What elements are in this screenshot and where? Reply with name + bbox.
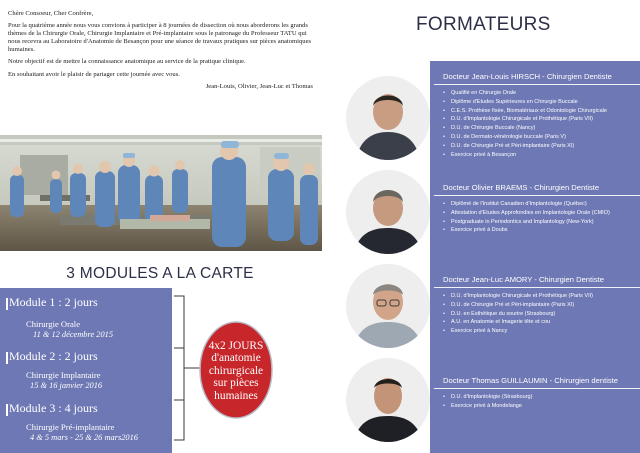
- badge-line-4: sur pièces: [213, 377, 259, 390]
- trainer-4-portrait: [346, 358, 430, 442]
- trainer-4-name: Docteur Thomas GUILLAUMIN - Chirurgien dentiste: [443, 376, 619, 385]
- trainer-2-name: Docteur Olivier BRAEMS - Chirurgien Dentiste: [443, 183, 600, 192]
- formateurs-title: FORMATEURS: [416, 14, 551, 35]
- badge-line-2: d'anatomie: [211, 352, 261, 365]
- qualification-item: • D.U. d'Implantologie (Strasbourg): [443, 393, 637, 402]
- badge-line-1: 4x2 JOURS: [208, 340, 264, 352]
- badge-line-5: humaines: [214, 389, 258, 402]
- trainer-1-name: Docteur Jean-Louis HIRSCH - Chirurgien Dentiste: [443, 72, 612, 81]
- module-bracket: [172, 290, 202, 452]
- badge-text: [199, 340, 273, 402]
- module-accent-bar: [6, 352, 8, 364]
- qualification-item: • D.U. de Dermato-vénérologie buccale (Paris V): [443, 133, 637, 142]
- anatomy-badge: [199, 320, 273, 420]
- qualification-item: • D.U. en Esthétique du sourire (Strasbourg): [443, 310, 637, 319]
- trainer-2-portrait: [346, 170, 430, 254]
- letter-paragraph-2: Notre objectif est de mettre la connaissance anatomique au service de la pratique clinique.: [8, 58, 246, 66]
- trainer-1-qualifications: [443, 89, 637, 159]
- module-3-subject: Chirurgie Pré-implantaire: [26, 422, 115, 432]
- letter-paragraph-1: Pour la quatrième année nous vous convions à participer à 8 journées de dissection où nous aborderons les grands thèmes de la Chirurgie Orale, Chirurgie Implantaire et Pré-implantaire sous le patronage du Professeur TATU qui nous recevra au Laboratoire d'Anatomie de Besançon pour une séance de travaux pratiques sur pièces anatomiques humaines.: [8, 22, 312, 54]
- module-accent-bar: [6, 298, 8, 310]
- badge-line-3: chirurgicale: [208, 364, 264, 377]
- trainer-3-divider: [434, 287, 640, 288]
- qualification-item: • Qualifié en Chirurgie Orale: [443, 89, 637, 98]
- qualification-item: • D.U. de Chirurgie Pré et Péri-implantaire (Paris XI): [443, 301, 637, 310]
- module-1-dates: 11 & 12 décembre 2015: [33, 330, 114, 339]
- letter-greeting: Chère Consoeur, Cher Confrère,: [8, 10, 94, 17]
- qualification-item: • D.U. d'Implantologie Chirurgicale et Prothétique (Paris VII): [443, 292, 637, 301]
- trainer-2-qualifications: [443, 200, 637, 235]
- qualification-item: • D.U. de Chirurgie Pré et Péri-implantaire (Paris XI): [443, 142, 637, 151]
- module-2-title: Module 2 : 2 jours: [9, 349, 98, 363]
- qualification-item: • C.E.S. Prothèse fixée, Biomatériaux et Odontologie Chirurgicale: [443, 107, 637, 116]
- trainer-4-divider: [434, 388, 640, 389]
- qualification-item: • Diplôme d'Etudes Supérieures en Chirurgie Buccale: [443, 98, 637, 107]
- modules-title: 3 MODULES A LA CARTE: [66, 265, 254, 282]
- module-1-title: Module 1 : 2 jours: [9, 295, 98, 309]
- module-1-subject: Chirurgie Orale: [26, 319, 81, 329]
- qualification-item: • Diplômé de l'Institut Canadien d'Implantologie (Québec): [443, 200, 637, 209]
- letter-signature: Jean-Louis, Olivier, Jean-Luc et Thomas: [205, 82, 313, 90]
- module-2-dates: 15 & 16 janvier 2016: [30, 381, 103, 390]
- modules-panel: [0, 288, 172, 453]
- module-2-subject: Chirurgie Implantaire: [26, 370, 101, 380]
- trainer-3-name: Docteur Jean-Luc AMORY - Chirurgien Dentiste: [443, 275, 604, 284]
- qualification-item: • Exercice privé à Mondelange: [443, 402, 637, 411]
- qualification-item: • Postgraduate in Periodontics and Implantology (New-York): [443, 218, 637, 227]
- qualification-item: • Exercice privé à Nancy: [443, 327, 637, 336]
- qualification-item: • D.U. de Chirurgie Buccale (Nancy): [443, 124, 637, 133]
- dissection-lab-photo: [0, 135, 322, 251]
- qualification-item: • Exercice privé à Besançon: [443, 151, 637, 160]
- qualification-item: • Exercice privé à Doubs: [443, 226, 637, 235]
- module-accent-bar: [6, 404, 8, 416]
- qualification-item: • D.U. d'Implantologie Chirurgicale et Prothétique (Paris VII): [443, 115, 637, 124]
- trainer-4-qualifications: [443, 393, 637, 411]
- trainer-3-qualifications: [443, 292, 637, 336]
- trainer-3-portrait: [346, 264, 430, 348]
- module-3-title: Module 3 : 4 jours: [9, 401, 98, 415]
- intro-letter: [8, 10, 313, 95]
- qualification-item: • Attestation d'Etudes Approfondies en Implantologie Orale (CMIO): [443, 209, 637, 218]
- trainer-1-portrait: [346, 76, 430, 160]
- module-3-dates: 4 & 5 mars - 25 & 26 mars2016: [30, 433, 138, 442]
- letter-paragraph-3: En souhaitant avoir le plaisir de partager cette journée avec vous.: [8, 70, 180, 78]
- trainer-2-divider: [434, 195, 640, 196]
- qualification-item: • A.U. en Anatomie et Imagerie tête et cou: [443, 318, 637, 327]
- trainer-1-divider: [434, 84, 640, 85]
